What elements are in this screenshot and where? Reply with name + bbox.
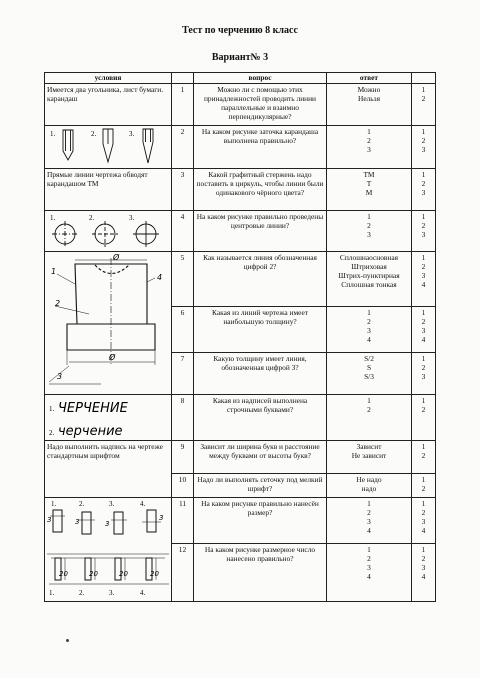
answer-code: 3 <box>421 372 426 381</box>
answer-code: 1 <box>421 212 426 221</box>
answer-option: Штрих-пунктирная <box>338 271 400 280</box>
dimension-number: 20 <box>89 570 98 578</box>
code-cell <box>412 252 436 307</box>
condition-cell <box>45 395 172 441</box>
answer-option: S/3 <box>364 372 374 381</box>
answer-code: 3 <box>421 517 426 526</box>
answer-code: 4 <box>421 335 426 344</box>
answer-code: 2 <box>421 317 426 326</box>
answer-code: 2 <box>421 262 426 271</box>
dimension-number: 3 <box>75 518 80 526</box>
answer-code: 2 <box>421 554 426 563</box>
code-cell <box>412 126 436 169</box>
code-cell <box>412 169 436 211</box>
question-cell: Как называется линия обозначенная цифрой 2? <box>194 252 327 307</box>
row-number: 8 <box>172 395 194 441</box>
dimension-number: 3 <box>105 520 110 528</box>
callout-label: 3 <box>57 372 63 381</box>
figure-label: 3. <box>129 214 135 222</box>
condition-cell <box>45 252 172 395</box>
figure-label: 1. <box>50 130 56 138</box>
condition-cell <box>45 126 172 169</box>
figure-label: 2. <box>79 589 85 597</box>
answer-code: 1 <box>421 396 426 405</box>
answer-code: 1 <box>421 354 426 363</box>
question-cell: На каком рисунке правильно проведены центровые линии? <box>194 211 327 252</box>
callout-label: 1 <box>51 267 57 276</box>
answer-option: 4 <box>367 526 371 535</box>
answer-code: 4 <box>421 572 426 581</box>
answer-option: 2 <box>367 317 371 326</box>
row-number: 4 <box>172 211 194 252</box>
page-mark <box>66 639 69 642</box>
figure-label: 2. <box>49 429 55 437</box>
answer-option: 3 <box>367 563 371 572</box>
answer-option: 2 <box>367 221 371 230</box>
answer-option: М <box>365 188 373 197</box>
table-row <box>45 84 436 126</box>
answer-cell <box>327 169 412 211</box>
answer-option: 3 <box>367 230 371 239</box>
lettering-sample: черчение <box>58 424 123 439</box>
code-cell <box>412 84 436 126</box>
answer-code: 1 <box>421 499 426 508</box>
answer-option: 2 <box>367 136 371 145</box>
lettering-drawing <box>47 395 169 439</box>
header-num <box>172 73 194 84</box>
answer-option: 1 <box>367 545 371 554</box>
figure-label: 1. <box>50 214 56 222</box>
answer-option: Не зависит <box>351 451 387 460</box>
header-code <box>412 73 436 84</box>
answer-option: 3 <box>367 517 371 526</box>
code-cell <box>412 498 436 544</box>
answer-option: 1 <box>367 308 371 317</box>
pencil-sharpening-drawing <box>47 127 167 165</box>
answer-code: 2 <box>421 508 426 517</box>
question-cell: Какой графитный стержень надо поставить в циркуль, чтобы линии были одинакового чёрного цвета? <box>194 169 327 211</box>
diameter-label: Ø <box>113 253 120 262</box>
answer-code: 3 <box>421 230 426 239</box>
figure-label: 4. <box>140 500 146 508</box>
answer-code: 1 <box>421 253 426 262</box>
answer-option: 1 <box>367 396 371 405</box>
code-cell <box>412 353 436 395</box>
row-number: 2 <box>172 126 194 169</box>
question-cell: Какая из линий чертежа имеет наибольшую толщину? <box>194 307 327 353</box>
figure-label: 2. <box>79 500 85 508</box>
figure-label: 1. <box>51 500 57 508</box>
callout-label: 4 <box>157 273 163 282</box>
answer-option: ТМ <box>363 170 375 179</box>
answer-cell <box>327 395 412 441</box>
answer-code: 1 <box>421 127 426 136</box>
callout-label: 2 <box>55 299 61 308</box>
answer-option: 1 <box>367 127 371 136</box>
answer-code: 1 <box>421 475 426 484</box>
answer-code: 4 <box>421 280 426 289</box>
table-row <box>45 395 436 441</box>
code-cell <box>412 441 436 474</box>
answer-code: 1 <box>421 85 426 94</box>
answer-option: 3 <box>367 145 371 154</box>
answer-code: 1 <box>421 308 426 317</box>
table-row <box>45 126 436 169</box>
code-cell <box>412 474 436 498</box>
answer-option: Т <box>366 179 372 188</box>
answer-option: S/2 <box>364 354 374 363</box>
answer-cell <box>327 126 412 169</box>
answer-cell <box>327 84 412 126</box>
figure-label: 3. <box>109 589 115 597</box>
row-number: 6 <box>172 307 194 353</box>
figure-label: 1. <box>49 589 55 597</box>
row-number: 12 <box>172 544 194 602</box>
answer-cell <box>327 353 412 395</box>
question-cell: Зависит ли ширина букв и расстояние между буквами от высоты букв? <box>194 441 327 474</box>
row-number: 1 <box>172 84 194 126</box>
answer-option: 4 <box>367 572 371 581</box>
header-question: вопрос <box>194 73 327 84</box>
answer-code: 2 <box>421 405 426 414</box>
answer-option: 2 <box>367 405 371 414</box>
condition-cell: Надо выполнить надпись на чертеже стандартным шрифтом <box>45 441 172 498</box>
answer-option: 1 <box>367 499 371 508</box>
answer-cell <box>327 498 412 544</box>
answer-cell <box>327 211 412 252</box>
answer-cell <box>327 252 412 307</box>
answer-code: 1 <box>421 442 426 451</box>
dimension-number: 20 <box>119 570 128 578</box>
answer-code: 2 <box>421 363 426 372</box>
test-table <box>44 72 436 602</box>
answer-option: Сплошнаосновная <box>339 253 399 262</box>
code-cell <box>412 211 436 252</box>
table-row <box>45 211 436 252</box>
question-cell: Можно ли с помощью этих принадлежностей проводить линии параллельные и взаимно перпендикулярные? <box>194 84 327 126</box>
center-lines-drawing <box>47 212 167 248</box>
answer-option: надо <box>361 484 377 493</box>
answer-code: 3 <box>421 326 426 335</box>
table-row <box>45 169 436 211</box>
answer-code: 2 <box>421 221 426 230</box>
question-cell: На каком рисунке размерное число нанесено правильно? <box>194 544 327 602</box>
row-number: 5 <box>172 252 194 307</box>
row-number: 9 <box>172 441 194 474</box>
answer-code: 3 <box>421 271 426 280</box>
answer-code: 2 <box>421 94 426 103</box>
answer-code: 2 <box>421 179 426 188</box>
answer-code: 3 <box>421 145 426 154</box>
row-number: 3 <box>172 169 194 211</box>
question-cell: На каком рисунке заточка карандаша выполнена правильно? <box>194 126 327 169</box>
header-answer: ответ <box>327 73 412 84</box>
test-title: Тест по черчению 8 класс <box>182 25 298 36</box>
answer-option: Нельзя <box>358 94 380 103</box>
dimension-number: 3 <box>47 516 52 524</box>
answer-cell <box>327 307 412 353</box>
answer-option: 2 <box>367 508 371 517</box>
condition-cell <box>45 498 172 602</box>
variant-title: Вариант№ 3 <box>211 52 269 63</box>
answer-code: 1 <box>421 170 426 179</box>
table-header-row <box>45 73 436 84</box>
row-number: 10 <box>172 474 194 498</box>
row-number: 11 <box>172 498 194 544</box>
answer-cell <box>327 544 412 602</box>
answer-option: 4 <box>367 335 371 344</box>
dimension-number: 20 <box>150 570 159 578</box>
question-cell: На каком рисунке правильно нанесён размер? <box>194 498 327 544</box>
answer-option: Штриховая <box>351 262 387 271</box>
answer-option: Можно <box>357 85 381 94</box>
answer-code: 2 <box>421 136 426 145</box>
answer-option: Не надо <box>356 475 382 484</box>
code-cell <box>412 307 436 353</box>
answer-code: 4 <box>421 526 426 535</box>
answer-option: S <box>366 363 372 372</box>
answer-code: 3 <box>421 563 426 572</box>
answer-option: 1 <box>367 212 371 221</box>
diameter-label: Ø <box>109 353 116 362</box>
answer-option: 3 <box>367 326 371 335</box>
condition-cell: Прямые линии чертежа обводят карандашом ТМ <box>45 169 172 211</box>
dimension-number: 20 <box>59 570 68 578</box>
lettering-sample: ЧЕРЧЕНИЕ <box>58 401 128 416</box>
figure-label: 3. <box>109 500 115 508</box>
condition-cell <box>45 211 172 252</box>
part-drawing <box>45 252 171 392</box>
answer-cell <box>327 441 412 474</box>
answer-cell <box>327 474 412 498</box>
question-cell: Какая из надписей выполнена строчными буквами? <box>194 395 327 441</box>
figure-label: 2. <box>91 130 97 138</box>
table-row <box>45 252 436 307</box>
figure-label: 2. <box>89 214 95 222</box>
figure-label: 4. <box>140 589 146 597</box>
code-cell <box>412 395 436 441</box>
question-cell: Надо ли выполнять сеточку под мелкий шрифт? <box>194 474 327 498</box>
answer-option: 2 <box>367 554 371 563</box>
answer-code: 3 <box>421 188 426 197</box>
question-cell: Какую толщину имеет линия, обозначенная цифрой 3? <box>194 353 327 395</box>
figure-label: 3. <box>129 130 135 138</box>
table-row <box>45 498 436 544</box>
row-number: 7 <box>172 353 194 395</box>
answer-code: 1 <box>421 545 426 554</box>
figure-label: 1. <box>49 405 55 413</box>
answer-option: Зависит <box>356 442 382 451</box>
table-row <box>45 441 436 474</box>
answer-code: 2 <box>421 484 426 493</box>
condition-cell: Имеется два угольника, лист бумаги. карандаш <box>45 84 172 126</box>
answer-option: Сплошная тонкая <box>341 280 397 289</box>
code-cell <box>412 544 436 602</box>
dimension-drawing <box>45 498 171 598</box>
dimension-number: 3 <box>159 514 164 522</box>
answer-code: 2 <box>421 451 426 460</box>
header-conditions: условия <box>45 73 172 84</box>
